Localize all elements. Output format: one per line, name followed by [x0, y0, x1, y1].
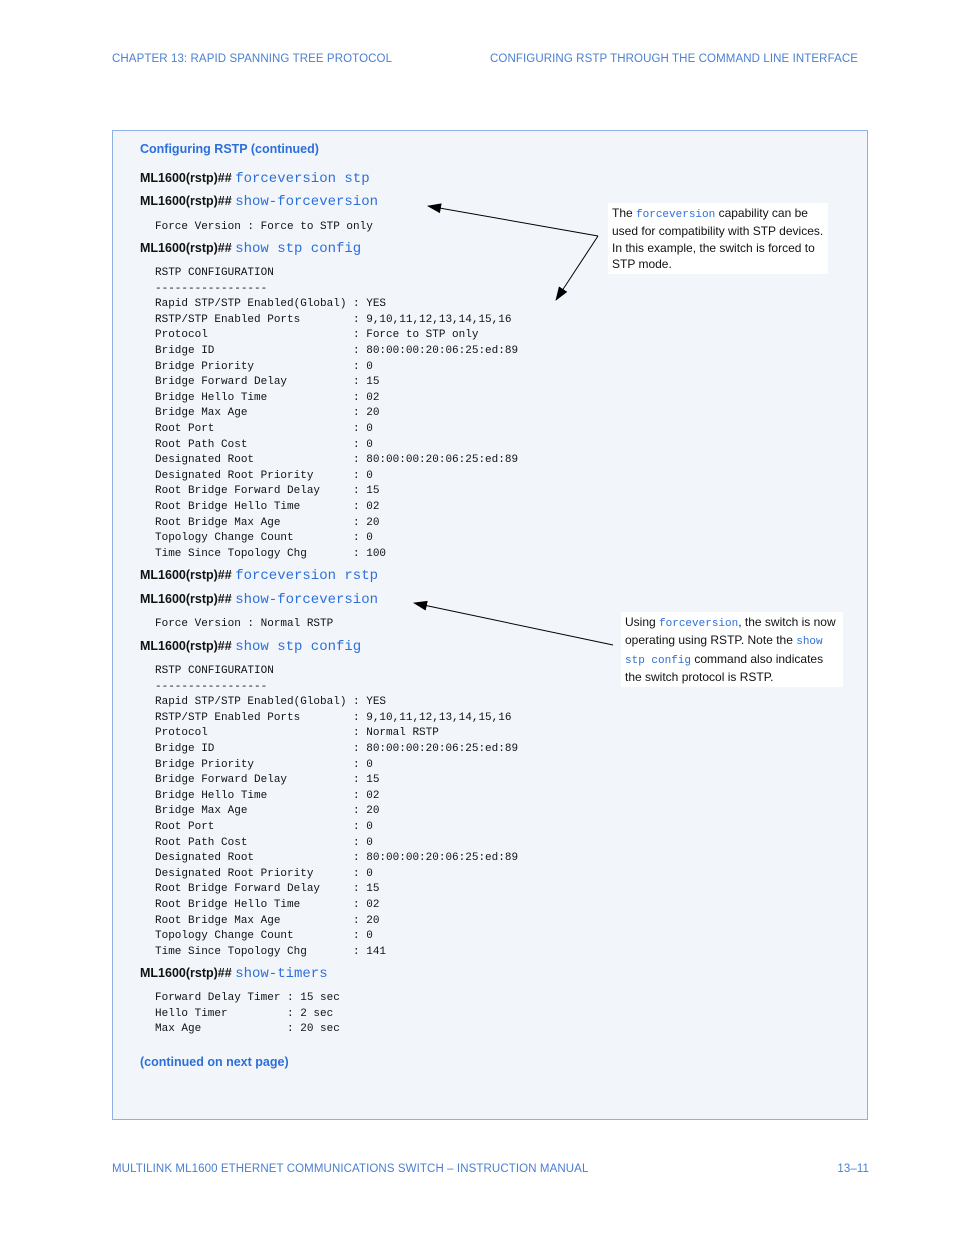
cli-command: forceversion stp: [235, 171, 370, 187]
command-output: Forward Delay Timer : 15 sec Hello Timer : 2 sec Max Age : 20 sec: [155, 992, 340, 1036]
cli-command: show-forceversion: [235, 592, 379, 608]
cli-command: show-forceversion: [235, 194, 379, 210]
header-section: CONFIGURING RSTP THROUGH THE COMMAND LINE INTERFACE: [490, 53, 859, 65]
command-output: Force Version : Force to STP only: [155, 221, 373, 233]
callout-text: Using: [625, 615, 660, 629]
cli-prompt: ML1600(rstp)##: [140, 639, 232, 653]
command-output: Force Version : Normal RSTP: [155, 618, 334, 630]
cli-prompt: ML1600(rstp)##: [140, 171, 232, 185]
callout-text: command also indicates the switch protocol is RSTP.: [625, 651, 824, 684]
cli-prompt: ML1600(rstp)##: [140, 966, 232, 980]
page-number: 13–11: [837, 1163, 869, 1175]
command-output: RSTP CONFIGURATION ----------------- Rapid STP/STP Enabled(Global) : YES RSTP/STP Enabled Ports : 9,10,11,12,13,14,15,16 Protocol : Normal RSTP Bridge ID : 80:00:00:20:06:25:ed:89 Bridge Priority : 0 Bridge Forward Delay : 15 Bridge Hello Time : 02 Bridge Max Age : 20 Root Port : 0 Root Path Cost : 0 Designated Root : 80:00:00:20:06:25:ed:89 Designated Root Priority : 0 Root Bridge Forward Delay : 15 Root Bridge Hello Time : 02 Root Bridge Max Age : 20 Topology Change Count : 0 Time Since Topology Chg : 141: [155, 665, 519, 958]
footer-manual-title: MULTILINK ML1600 ETHERNET COMMUNICATIONS SWITCH – INSTRUCTION MANUAL: [112, 1163, 589, 1175]
callout-code: show stp config: [625, 636, 823, 667]
callout-text: The: [612, 206, 637, 220]
cli-prompt: ML1600(rstp)##: [140, 592, 232, 606]
callout-code: forceversion: [636, 209, 716, 221]
cli-prompt: ML1600(rstp)##: [140, 241, 232, 255]
arrow-to-protocol-line: [556, 236, 598, 300]
cli-prompt: ML1600(rstp)##: [140, 568, 232, 582]
cli-prompt: ML1600(rstp)##: [140, 194, 232, 208]
continued-note: (continued on next page): [140, 1055, 289, 1069]
command-output: RSTP CONFIGURATION ----------------- Rapid STP/STP Enabled(Global) : YES RSTP/STP Enabled Ports : 9,10,11,12,13,14,15,16 Protocol : Force to STP only Bridge ID : 80:00:00:20:06:25:ed:89 Bridge Priority : 0 Bridge Forward Delay : 15 Bridge Hello Time : 02 Bridge Max Age : 20 Root Port : 0 Root Path Cost : 0 Designated Root : 80:00:00:20:06:25:ed:89 Designated Root Priority : 0 Root Bridge Forward Delay : 15 Root Bridge Hello Time : 02 Root Bridge Max Age : 20 Topology Change Count : 0 Time Since Topology Chg : 100: [155, 267, 519, 560]
panel-title: Configuring RSTP (continued): [140, 142, 319, 156]
callout-text: , the switch is now operating using RSTP. Note the: [625, 615, 836, 648]
cli-command: show stp config: [235, 241, 362, 257]
callout-text: capability can be used for compatibility with STP devices. In this example, the switch is forced to STP mode.: [612, 206, 824, 271]
cli-command: show-timers: [235, 966, 328, 982]
cli-command: forceversion rstp: [235, 568, 379, 584]
header-chapter: CHAPTER 13: RAPID SPANNING TREE PROTOCOL: [112, 53, 393, 65]
cli-command: show stp config: [235, 639, 362, 655]
callout-code: forceversion: [659, 618, 739, 630]
arrow-to-show-forceversion-rstp: [414, 603, 613, 645]
arrow-to-show-forceversion: [428, 206, 598, 236]
